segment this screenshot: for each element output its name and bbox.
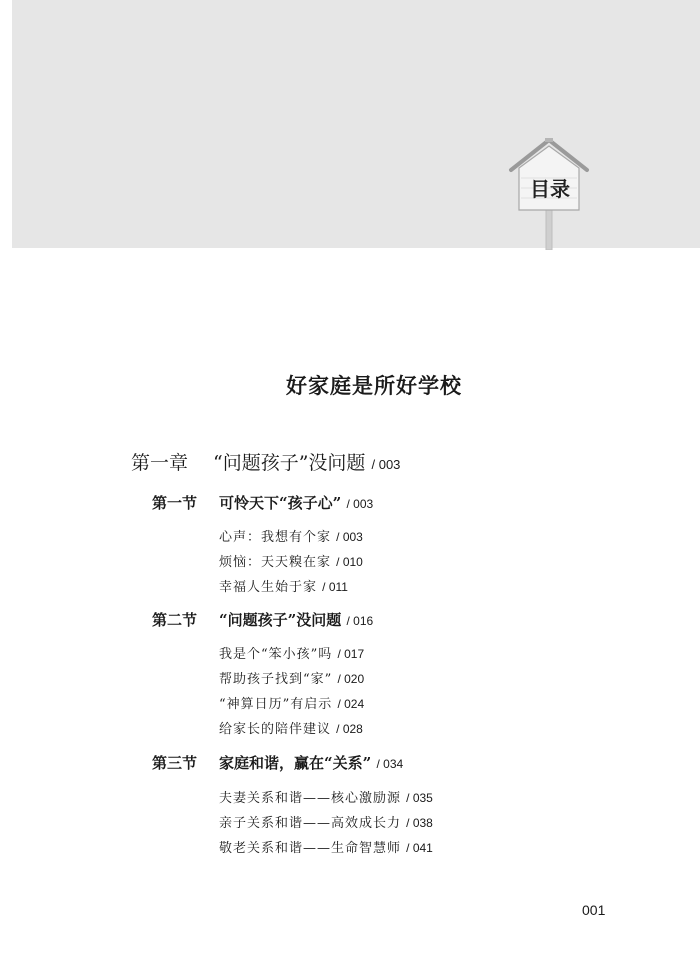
section-entry[interactable] — [152, 492, 373, 513]
item-title: 帮助孩子找到“家” — [219, 672, 333, 687]
toc-item[interactable] — [219, 837, 433, 856]
chapter-title: “问题孩子”没问题 — [213, 452, 366, 474]
item-page: / 038 — [406, 816, 433, 830]
item-title: 烦恼：天天糗在家 — [219, 555, 332, 570]
section-entry[interactable] — [152, 752, 403, 773]
item-page: / 028 — [336, 722, 363, 736]
chapter-page: / 003 — [371, 457, 401, 472]
item-page: / 041 — [406, 841, 433, 855]
section-title: “问题孩子”没问题 — [219, 611, 342, 629]
toc-item[interactable] — [219, 812, 433, 831]
toc-heading: 目录 — [530, 177, 570, 201]
item-page: / 035 — [406, 791, 433, 805]
section-title: 可怜天下“孩子心” — [219, 494, 342, 512]
chapter-number: 第一章 — [131, 452, 189, 474]
section-entry[interactable] — [152, 609, 373, 630]
item-page: / 024 — [337, 697, 365, 711]
item-title: 我是个“笨小孩”吗 — [219, 647, 333, 662]
toc-item[interactable] — [219, 693, 364, 712]
toc-item[interactable] — [219, 718, 363, 737]
toc-item[interactable] — [219, 668, 364, 687]
item-title: 给家长的陪伴建议 — [219, 722, 332, 737]
section-number: 第二节 — [152, 611, 198, 629]
toc-item[interactable] — [219, 787, 433, 806]
item-page: / 017 — [337, 647, 365, 661]
section-page: / 034 — [376, 757, 404, 771]
toc-item[interactable] — [219, 576, 348, 595]
chapter-entry[interactable] — [131, 448, 400, 475]
item-page: / 020 — [337, 672, 365, 686]
section-title: 家庭和谐，赢在“关系” — [219, 754, 372, 772]
item-title: 幸福人生始于家 — [219, 580, 318, 595]
section-page: / 003 — [346, 497, 374, 511]
item-title: 敬老关系和谐——生命智慧师 — [219, 841, 402, 856]
toc-item[interactable] — [219, 526, 363, 545]
item-title: “神算日历”有启示 — [219, 697, 333, 712]
toc-item[interactable] — [219, 643, 364, 662]
item-title: 夫妻关系和谐——核心激励源 — [219, 791, 402, 806]
item-page: / 011 — [322, 580, 348, 594]
toc-item[interactable] — [219, 551, 363, 570]
book-title: 好家庭是所好学校 — [286, 373, 462, 398]
header-banner — [12, 0, 700, 248]
section-number: 第三节 — [152, 754, 198, 772]
section-number: 第一节 — [152, 494, 198, 512]
item-title: 心声：我想有个家 — [219, 530, 332, 545]
item-page: / 010 — [336, 555, 363, 569]
item-title: 亲子关系和谐——高效成长力 — [219, 816, 402, 831]
item-page: / 003 — [336, 530, 363, 544]
page-number: 001 — [582, 902, 606, 918]
section-page: / 016 — [346, 614, 374, 628]
